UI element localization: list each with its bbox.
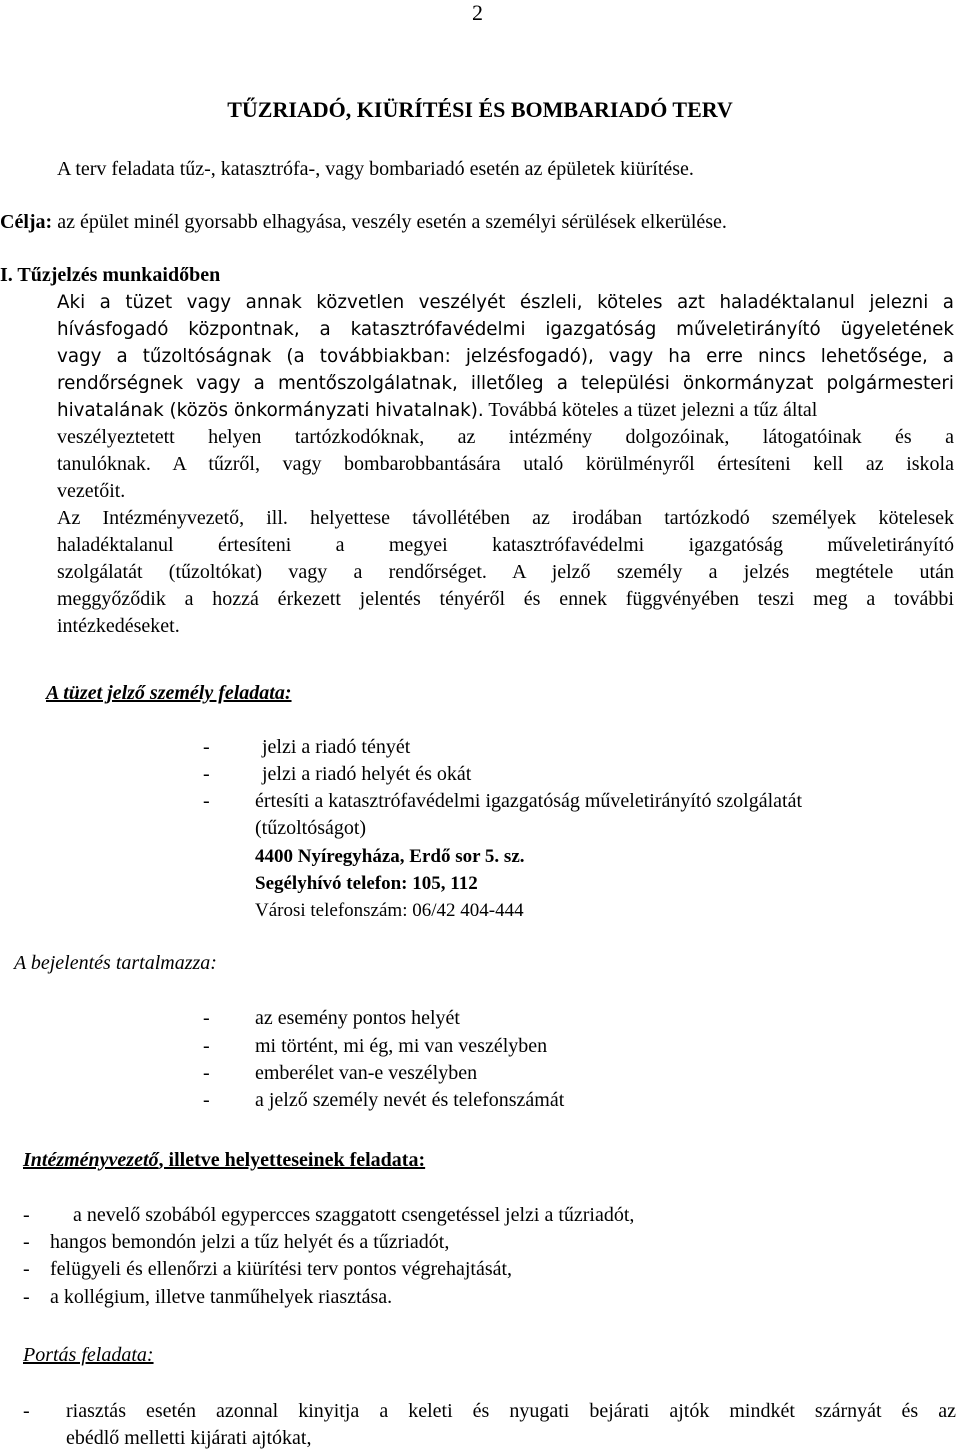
director-item-4: - a kollégium, illetve tanműhelyek riasztása.	[23, 1284, 392, 1311]
section1-line-8: vezetőit.	[57, 480, 126, 502]
document-title: TŰZRIADÓ, KIÜRÍTÉSI ÉS BOMBARIADÓ TERV	[227, 97, 733, 122]
porter-item-1-dash: -	[23, 1400, 30, 1422]
section1-line-2: hívásfogadó központnak, a katasztrófavédelmi igazgatóság műveletirányító ügyeletének	[57, 319, 954, 340]
section1-line-3: vagy a tűzoltóságnak (a továbbiakban: jelzésfogadó), vagy ha erre nincs lehetősége, a	[57, 346, 954, 367]
section1-line-5	[57, 397, 954, 424]
porter-item-1-line-2: ebédlő melletti kijárati ajtókat,	[66, 1427, 312, 1449]
goal-text: az épület minél gyorsabb elhagyása, veszély esetén a személyi sérülések elkerülése.	[52, 211, 727, 233]
dash: -	[203, 1035, 210, 1057]
director-heading-title: Intézményvezető	[23, 1149, 159, 1171]
section1-line-1: Aki a tüzet vagy annak közvetlen veszélyét észleli, köteles azt haladéktalanul jelezni a	[57, 292, 954, 313]
report-item-2: - mi történt, mi ég, mi van veszélyben	[203, 1033, 547, 1060]
dash: -	[23, 1204, 30, 1226]
dash: -	[203, 736, 210, 758]
section1-line-6: veszélyeztetett helyen tartózkodóknak, az intézmény dolgozóinak, látogatóinak és a	[57, 426, 954, 448]
report-content-heading: A bejelentés tartalmazza:	[14, 952, 217, 974]
fire-dept-address: 4400 Nyíregyháza, Erdő sor 5. sz.	[255, 846, 525, 867]
reporter-item-2: - jelzi a riadó helyét és okát	[203, 761, 471, 788]
reporter-heading: A tüzet jelző személy feladata:	[46, 682, 292, 704]
report-item-3: - emberélet van-e veszélyben	[203, 1060, 477, 1087]
reporter-item-3-continuation: (tűzoltóságot)	[255, 817, 367, 839]
goal-line	[0, 209, 727, 236]
dash: -	[203, 763, 210, 785]
goal-label: Célja:	[0, 211, 53, 233]
dash: -	[203, 790, 210, 812]
dash: -	[203, 1062, 210, 1084]
report-item-4: - a jelző személy nevét és telefonszámát	[203, 1087, 564, 1114]
city-phone: Városi telefonszám: 06/42 404-444	[255, 900, 524, 921]
section1-line-7: tanulóknak. A tűzről, vagy bombarobbantására utaló körülményről értesíteni kell az iskola	[57, 453, 954, 475]
director-item-3: - felügyeli és ellenőrzi a kiürítési terv pontos végrehajtását,	[23, 1256, 512, 1283]
director-item-1: - a nevelő szobából egypercces szaggatott csengetéssel jelzi a tűzriadót,	[23, 1202, 634, 1229]
report-item-1: - az esemény pontos helyét	[203, 1005, 460, 1032]
section1-line-12: meggyőződik a hozzá érkezett jelentés tényéről és ennek függvényében teszi meg a további	[57, 588, 954, 610]
intro-text: A terv feladata tűz-, katasztrófa-, vagy bombariadó esetén az épületek kiürítése.	[57, 158, 694, 180]
section1-line-13: intézkedéseket.	[57, 615, 180, 637]
director-heading	[23, 1147, 425, 1174]
section1-heading: I. Tűzjelzés munkaidőben	[0, 264, 221, 286]
page-number: 2	[472, 0, 483, 25]
porter-heading: Portás feladata:	[23, 1344, 154, 1366]
dash: -	[23, 1231, 30, 1253]
section1-line-10: haladéktalanul értesíteni a megyei katasztrófavédelmi igazgatóság műveletirányító	[57, 534, 954, 556]
section1-line-9: Az Intézményvezető, ill. helyettese távollétében az irodában tartózkodó személyek kötelesek	[57, 507, 954, 529]
reporter-item-1: - jelzi a riadó tényét	[203, 734, 410, 761]
reporter-item-3: - értesíti a katasztrófavédelmi igazgatóság műveletirányító szolgálatát	[203, 788, 802, 815]
section1-line-5b: Továbbá köteles a tüzet jelezni a tűz által	[483, 399, 818, 421]
emergency-phone: Segélyhívó telefon: 105, 112	[255, 873, 478, 894]
dash: -	[203, 1007, 210, 1029]
dash: -	[23, 1258, 30, 1280]
section1-line-5a: hivatalának (közös önkormányzati hivatalnak).	[57, 400, 484, 421]
section1-line-11: szolgálatát (tűzoltókat) vagy a rendőrséget. A jelző személy a jelzés megtétele után	[57, 561, 954, 583]
dash: -	[203, 1089, 210, 1111]
dash: -	[23, 1286, 30, 1308]
section1-line-4: rendőrségnek vagy a mentőszolgálatnak, illetőleg a települési önkormányzat polgármesteri	[57, 373, 954, 394]
director-heading-rest: , illetve helyetteseinek feladata:	[158, 1149, 426, 1171]
porter-item-1-line-1: riasztás esetén azonnal kinyitja a keleti és nyugati bejárati ajtók mindkét szárnyát és az	[66, 1400, 956, 1422]
director-item-2: - hangos bemondón jelzi a tűz helyét és a tűzriadót,	[23, 1229, 449, 1256]
